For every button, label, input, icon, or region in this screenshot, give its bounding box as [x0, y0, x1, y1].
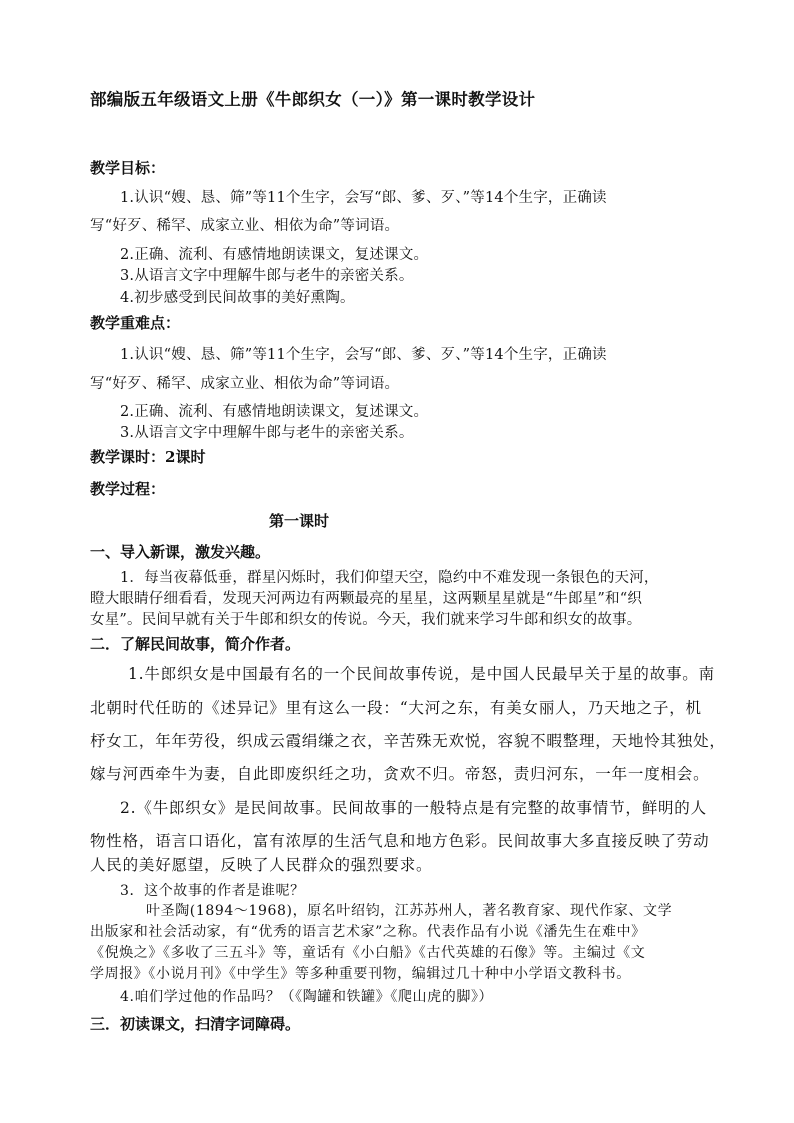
author-bio-line: 学周报》《小说月刊》《中学生》等多种重要刊物，编辑过几十种中小学语文教科书。 [90, 966, 631, 982]
question-4: 4.咱们学过他的作品吗？（《陶罐和铁罐》《爬山虎的脚》） [120, 989, 494, 1005]
author-bio-line: 叶圣陶(1894～1968)，原名叶绍钧，江苏苏州人，著名教育家、现代作家、文学 [146, 903, 673, 919]
goal-item: 1.认识“嫂、恳、筛”等11个生字，会写“郎、爹、歹、”等14个生字，正确读 [120, 190, 607, 206]
section-2-paragraph-2: 物性格，语言口语化，富有浓厚的生活气息和地方色彩。民间故事大多直接反映了劳动 [90, 832, 710, 850]
section-2-paragraph-1: 嫁与河西牵牛为妻，自此即废织纴之功，贪欢不归。帝怒，责归河东，一年一度相会。 [90, 765, 710, 783]
key-point-item: 1.认识“嫂、恳、筛”等11个生字，会写“郎、爹、歹、”等14个生字，正确读 [120, 347, 607, 363]
section-1-line: 女星”。民间早就有关于牛郎和织女的传说。今天，我们就来学习牛郎和织女的故事。 [90, 612, 642, 628]
section-1-heading: 一、导入新课，激发兴趣。 [90, 543, 271, 561]
author-bio-line: 《倪焕之》《多收了三五斗》等，童话有《小白船》《古代英雄的石像》等。主编过《文 [90, 945, 646, 961]
section-2-paragraph-1: 杼女工，年年劳役，织成云霞绢缣之衣，辛苦殊无欢悦，容貌不暇整理，天地怜其独处， [90, 732, 726, 750]
section-2-paragraph-1: 北朝时代任昉的《述异记》里有这么一段：“大河之东，有美女丽人，乃天地之子，机 [90, 699, 702, 717]
key-point-item: 3.从语言文字中理解牛郎与老牛的亲密关系。 [120, 425, 414, 441]
key-point-item: 写“好歹、稀罕、成家立业、相依为命”等词语。 [90, 376, 400, 392]
process-heading: 教学过程： [90, 480, 166, 498]
goal-item: 写“好歹、稀罕、成家立业、相依为命”等词语。 [90, 218, 400, 234]
section-1-line: 1．每当夜幕低垂，群星闪烁时，我们仰望天空，隐约中不难发现一条银色的天河， [120, 570, 659, 586]
key-point-item: 2.正确、流利、有感情地朗读课文，复述课文。 [120, 404, 429, 420]
section-1-line: 瞪大眼睛仔细看看，发现天河两边有两颗最亮的星星，这两颗星星就是“牛郎星”和“织 [90, 591, 643, 607]
lesson-title: 第一课时 [269, 512, 330, 530]
goal-item: 2.正确、流利、有感情地朗读课文，复述课文。 [120, 247, 429, 263]
goal-item: 3.从语言文字中理解牛郎与老牛的亲密关系。 [120, 268, 414, 284]
section-2-paragraph-2: 2.《牛郎织女》是民间故事。民间故事的一般特点是有完整的故事情节，鲜明的人 [120, 799, 707, 817]
goals-heading: 教学目标： [90, 159, 166, 177]
goal-item: 4.初步感受到民间故事的美好熏陶。 [120, 290, 355, 306]
section-2-heading: 二．了解民间故事，简介作者。 [90, 635, 301, 653]
author-bio-line: 出版家和社会活动家，有“优秀的语言艺术家”之称。代表作品有小说《潘先生在难中》 [90, 924, 646, 940]
page-title: 部编版五年级语文上册《牛郎织女（一）》第一课时教学设计 [90, 90, 536, 109]
question-3: 3．这个故事的作者是谁呢？ [120, 883, 305, 899]
section-2-paragraph-1: 1.牛郎织女是中国最有名的一个民间故事传说，是中国人民最早关于星的故事。南 [128, 665, 715, 683]
teaching-hours: 教学课时：2课时 [90, 448, 206, 466]
key-points-heading: 教学重难点： [90, 314, 181, 332]
section-2-paragraph-2: 人民的美好愿望，反映了人民群众的强烈要求。 [90, 856, 433, 874]
section-3-heading: 三．初读课文，扫清字词障碍。 [90, 1015, 301, 1033]
